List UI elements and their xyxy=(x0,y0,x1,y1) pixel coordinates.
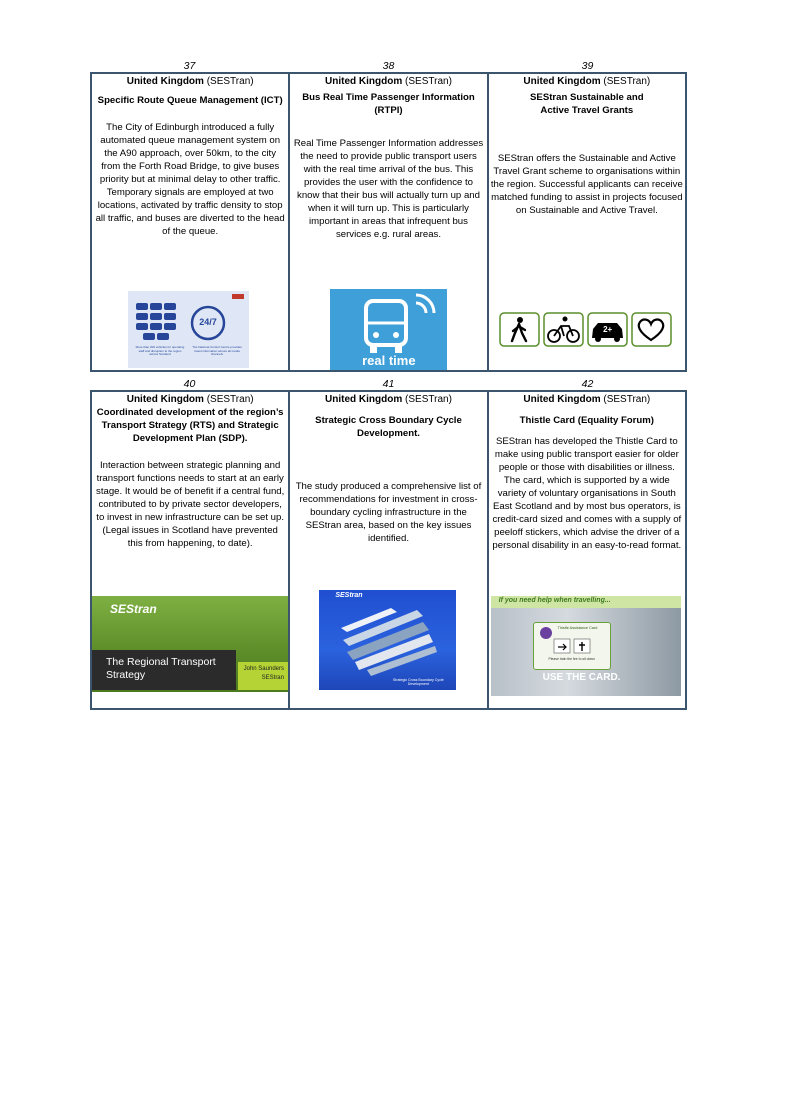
rts-author-box xyxy=(238,662,288,690)
case-numbers xyxy=(90,60,687,72)
sestran-logo: SEStran xyxy=(335,592,363,599)
case-number: 39 xyxy=(581,60,594,72)
thistle-slogan: USE THE CARD. xyxy=(542,672,621,683)
heart-icon xyxy=(632,313,671,346)
case-number: 40 xyxy=(183,378,196,390)
thistle-card xyxy=(533,622,611,670)
case-grid-bottom xyxy=(90,378,687,710)
cover-caption: Strategic Cross Boundary Cycle Development xyxy=(392,678,444,687)
country-line: United Kingdom (SESTran) xyxy=(325,394,452,405)
case-grid-top xyxy=(90,60,687,372)
case-number: 38 xyxy=(382,60,395,72)
rts-author: John Saunders xyxy=(243,666,284,672)
cycle-photo-strips xyxy=(319,590,456,690)
case-description: SEStran has developed the Thistle Card to make using public transport easier for older people or those with disabilities or illness. The card, which is supported by a wide variety of voluntary organisations in South East Scotland and by most bus operators, is credit-card sized and comes with a supply of peeloff stickers, which advise the driver of a personal disability in an easy-to-read format. xyxy=(492,436,682,551)
car-share-label: 2+ xyxy=(603,325,613,334)
rts-heading: The Regional Transport Strategy xyxy=(106,656,216,681)
case-number: 41 xyxy=(382,378,395,390)
case-card-rtpi xyxy=(290,74,488,370)
case-card-thistle-card xyxy=(489,392,685,708)
rts-heading-bar xyxy=(92,650,236,690)
case-description: The City of Edinburgh introduced a fully automated queue management system on the A90 approach, over 50km, to the city from the Forth Road Bridge, to give buses priority but at minimal delay to other traffic. Temporary signals are employed at two locations, activated by traffic density to stop all traffic, and buses are diverted to the head of the queue. xyxy=(95,122,285,237)
case-title: Thistle Card (Equality Forum) xyxy=(519,415,654,426)
case-title: Specific Route Queue Management (ICT) xyxy=(97,95,283,106)
country-line: United Kingdom (SESTran) xyxy=(325,76,452,87)
country-line: United Kingdom (SESTran) xyxy=(126,76,254,87)
case-description: SEStran offers the Sustainable and Active Travel Grant scheme to organisations within the region. Successful applicants can receive matched funding to assist in projects focused on Sustainable and Active Travel. xyxy=(490,153,683,216)
case-description: Real Time Passenger Information addresses the need to provide public transport users with the real time arrival of the bus. This provides the user with the confidence to know that their bus will actually turn up and when it will turn up. This is particularly important in areas that infrequent bus services e.g. rural areas. xyxy=(293,138,484,240)
active-travel-icons xyxy=(499,312,674,348)
thistle-card-photo xyxy=(491,596,681,696)
walking-icon xyxy=(500,313,539,346)
thistle-banner: If you need help when travelling... xyxy=(498,597,611,604)
rts-cover-image xyxy=(92,596,290,692)
country-line: United Kingdom (SESTran) xyxy=(523,76,651,87)
banner-strip xyxy=(491,596,681,608)
case-card-regional-transport-strategy xyxy=(92,392,290,708)
queue-management-image xyxy=(128,291,249,368)
case-title: Bus Real Time Passenger Information (RTPI) xyxy=(302,92,475,116)
image-caption: More than 200 vehicles for operating staff and disruption to the region across Scotland xyxy=(135,345,185,357)
cycle-study-cover xyxy=(319,590,456,690)
case-card-cycle-development xyxy=(290,392,488,708)
case-card-active-travel-grants xyxy=(489,74,685,370)
rtpi-image xyxy=(330,289,447,370)
case-card-queue-management xyxy=(92,74,290,370)
clock-badge-label: 24/7 xyxy=(199,317,217,327)
sestran-logo: SEStran xyxy=(110,602,157,616)
card-title: Thistle Assistance Card xyxy=(557,626,598,630)
rts-org: SEStran xyxy=(261,675,284,681)
case-title: Coordinated development of the region’s Transport Strategy (RTS) and Strategic Development Plan (SDP). xyxy=(96,407,284,444)
case-number: 37 xyxy=(183,60,196,72)
cycling-icon xyxy=(544,313,583,346)
country-line: United Kingdom (SESTran) xyxy=(523,394,651,405)
case-title: SEStran Sustainable and Active Travel Grants xyxy=(530,92,644,116)
case-number: 42 xyxy=(581,378,594,390)
case-description: Interaction between strategic planning and transport functions needs to start at an early stage. It would be of benefit if a central fund, contributed to by private sector developers, to invest in new infrastructure can be set up. (Legal issues in Scotland have prevented this from happening, to date). xyxy=(96,460,285,549)
real-time-label: real time xyxy=(362,353,416,368)
case-numbers xyxy=(90,378,687,390)
case-description: The study produced a comprehensive list of recommendations for investment in cross- boundary cycling infrastructure in the SEStran area, based on the key issues identified. xyxy=(295,481,482,544)
case-title: Strategic Cross Boundary Cycle Development. xyxy=(315,415,462,439)
country-line: United Kingdom (SESTran) xyxy=(126,394,254,405)
card-note: Please train the fee to sit down xyxy=(548,657,595,661)
image-caption: The National Control Centre provides travel information across all media channels xyxy=(192,345,242,357)
thistle-symbols xyxy=(534,623,610,669)
